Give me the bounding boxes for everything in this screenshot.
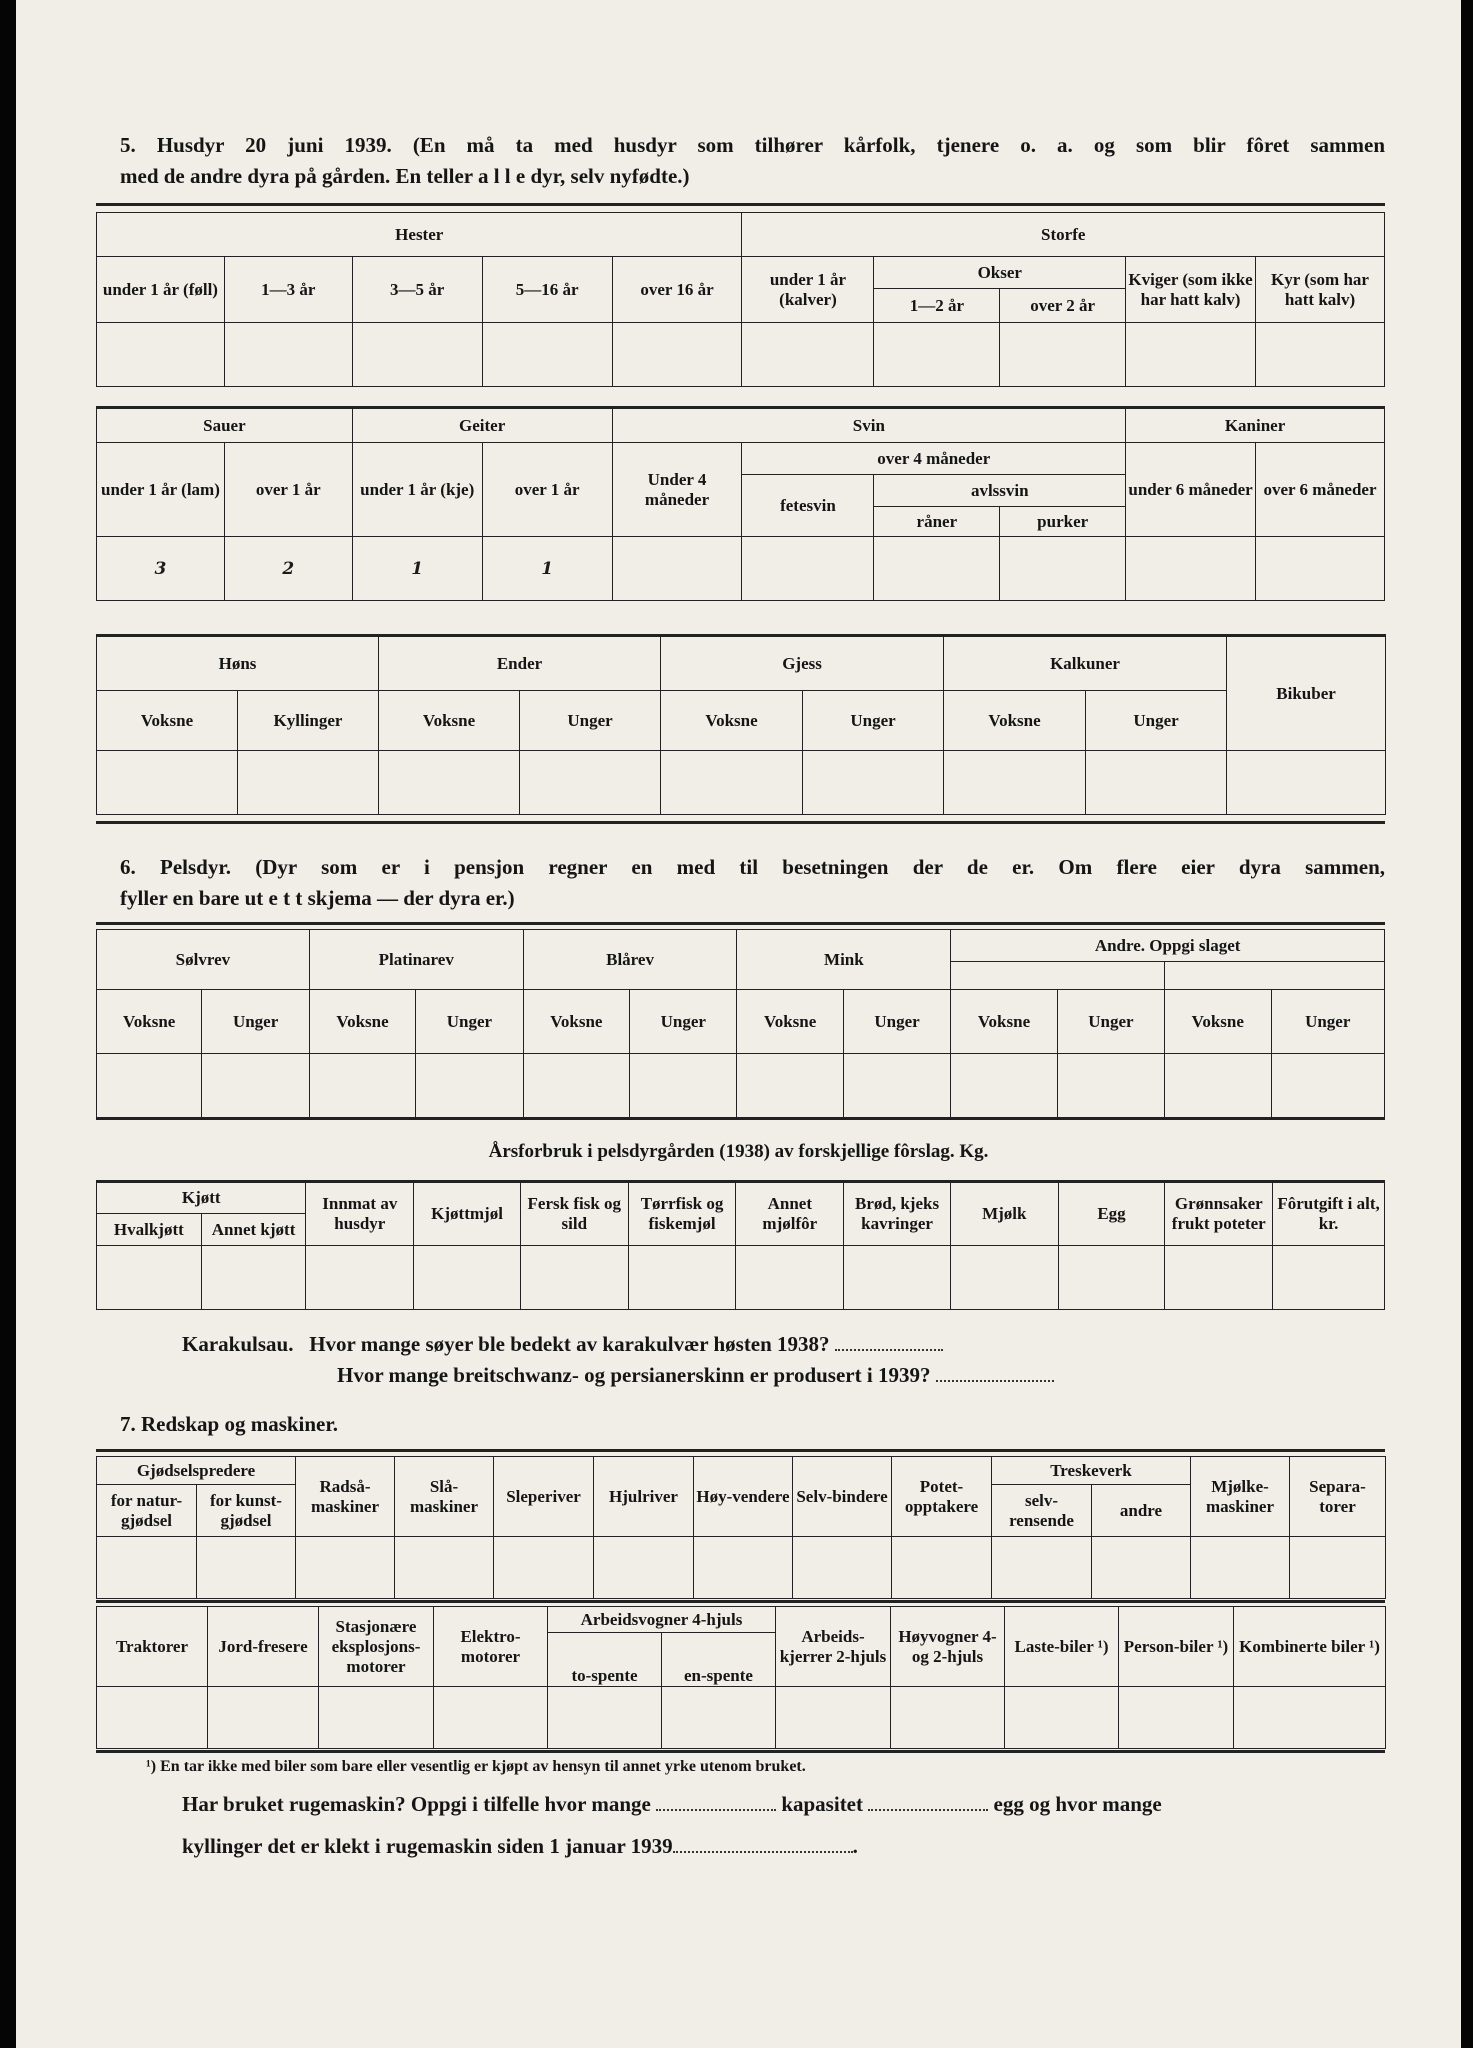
col-sau-over-1-aar: over 1 år: [224, 443, 352, 537]
col-voksne: Voksne: [1165, 990, 1271, 1054]
answer-blank[interactable]: [673, 1833, 853, 1853]
col-stasjonaere-motorer: Stasjonære eksplosjons-motorer: [319, 1607, 434, 1687]
entry-cell[interactable]: [1126, 323, 1256, 387]
karakulsau-question-2: Hvor mange breitschwanz- og persianerskinn er produsert i 1939?: [337, 1363, 931, 1387]
entry-cell[interactable]: [950, 1246, 1058, 1310]
entry-cell[interactable]: [874, 537, 1000, 601]
hester-header: Hester: [97, 213, 742, 257]
entry-cell[interactable]: [694, 1537, 793, 1599]
entry-cell[interactable]: [1273, 1246, 1385, 1310]
col-mjolkemaskiner: Mjølke-maskiner: [1191, 1457, 1290, 1537]
entry-cell[interactable]: [1165, 1246, 1273, 1310]
entry-cell[interactable]: [296, 1537, 395, 1599]
col-unger: Unger: [843, 990, 950, 1054]
col-radsamaskiner: Radså-maskiner: [296, 1457, 395, 1537]
traktor-table: [96, 1606, 1386, 1749]
entry-cell[interactable]: [944, 751, 1086, 815]
col-kalkuner-unger: Unger: [1086, 691, 1227, 751]
answer-blank[interactable]: [835, 1331, 943, 1351]
entry-cell[interactable]: [208, 1687, 319, 1749]
entry-cell[interactable]: [520, 751, 661, 815]
col-sleperiver: Sleperiver: [494, 1457, 594, 1537]
answer-blank[interactable]: [936, 1362, 1054, 1382]
col-voksne: Voksne: [97, 990, 202, 1054]
sauer-geiter-svin-table: [96, 406, 1385, 601]
entry-cell[interactable]: [224, 323, 352, 387]
entry-cell[interactable]: [395, 1537, 494, 1599]
entry-cell[interactable]: [1092, 1537, 1191, 1599]
col-kjottmjol: Kjøttmjøl: [414, 1182, 521, 1246]
col-ender-unger: Unger: [520, 691, 661, 751]
solvrev-header: Sølvrev: [97, 930, 310, 990]
andre-slag-1[interactable]: [951, 962, 1165, 990]
entry-cell[interactable]: [1000, 537, 1126, 601]
pelsdyr-table: [96, 929, 1385, 1118]
entry-cell[interactable]: [661, 751, 803, 815]
col-annet-kjott: Annet kjøtt: [201, 1214, 306, 1246]
handwritten-entry[interactable]: 1: [352, 537, 482, 601]
col-for-naturgjodsel: for natur-gjødsel: [97, 1485, 197, 1537]
treskeverk-header: Treskeverk: [992, 1457, 1191, 1485]
col-hoyvogner: Høyvogner 4- og 2-hjuls: [891, 1607, 1005, 1687]
footnote: ¹) En tar ikke med biler som bare eller vesentlig er kjøpt av hensyn til annet yrke utenom bruket.: [146, 1758, 806, 1775]
col-unger: Unger: [1057, 990, 1164, 1054]
col-under-1-aar-kalver: under 1 år (kalver): [742, 257, 874, 323]
entry-cell[interactable]: [97, 1537, 197, 1599]
col-personbiler: Person-biler ¹): [1119, 1607, 1234, 1687]
col-enspente: en-spente: [662, 1633, 776, 1687]
entry-cell[interactable]: [482, 323, 612, 387]
col-gronnsaker: Grønnsaker frukt poteter: [1165, 1182, 1273, 1246]
egg-label: egg og hvor mange: [993, 1792, 1162, 1816]
karakulsau-q1: [182, 1330, 943, 1358]
entry-cell[interactable]: [97, 1246, 202, 1310]
answer-blank[interactable]: [868, 1791, 988, 1811]
col-kalkuner-voksne: Voksne: [944, 691, 1086, 751]
col-3-5-aar: 3—5 år: [352, 257, 482, 323]
entry-cell[interactable]: [737, 1054, 843, 1118]
handwritten-entry[interactable]: 3: [97, 537, 225, 601]
entry-cell[interactable]: [776, 1687, 891, 1749]
entry-cell[interactable]: [1271, 1054, 1385, 1118]
entry-cell[interactable]: [309, 1054, 415, 1118]
entry-cell[interactable]: [97, 1687, 208, 1749]
col-tospente: to-spente: [548, 1633, 662, 1687]
entry-cell[interactable]: [548, 1687, 662, 1749]
entry-cell[interactable]: [951, 1054, 1057, 1118]
rugemaskin-line2: kyllinger det er klekt i rugemaskin siden 1 januar 1939 .: [182, 1834, 858, 1858]
entry-cell[interactable]: [1058, 1246, 1165, 1310]
entry-cell[interactable]: [612, 537, 742, 601]
col-kanin-under-6: under 6 måneder: [1126, 443, 1256, 537]
entry-cell[interactable]: [202, 1054, 309, 1118]
col-kyr: Kyr (som har hatt kalv): [1256, 257, 1385, 323]
form-page: [16, 0, 1461, 2048]
handwritten-entry[interactable]: 1: [482, 537, 612, 601]
blarev-header: Blårev: [523, 930, 737, 990]
col-unger: Unger: [202, 990, 309, 1054]
col-hjulriver: Hjulriver: [594, 1457, 694, 1537]
feed-table-title: Årsforbruk i pelsdyrgården (1938) av forskjellige fôrslag. Kg.: [488, 1141, 989, 1162]
entry-cell[interactable]: [736, 1246, 844, 1310]
col-voksne: Voksne: [737, 990, 843, 1054]
entry-cell[interactable]: [379, 751, 520, 815]
col-andre: andre: [1092, 1485, 1191, 1537]
kapasitet-label: kapasitet: [781, 1792, 864, 1816]
avlssvin-header: avlssvin: [874, 475, 1126, 507]
section-5-line1: 5. Husdyr 20 juni 1939. (En må ta med husdyr som tilhører kårfolk, tjenere o. a. og som blir fôret sammen: [120, 133, 1385, 157]
rule: [96, 1750, 1385, 1753]
entry-cell[interactable]: [1290, 1537, 1386, 1599]
geiter-header: Geiter: [352, 408, 612, 443]
col-okser-over-2-aar: over 2 år: [1000, 289, 1126, 323]
col-kombinerte-biler: Kombinerte biler ¹): [1234, 1607, 1386, 1687]
entry-cell[interactable]: [494, 1537, 594, 1599]
entry-cell[interactable]: [434, 1687, 548, 1749]
col-hons-kyllinger: Kyllinger: [238, 691, 379, 751]
col-egg: Egg: [1058, 1182, 1165, 1246]
entry-cell[interactable]: [844, 1246, 951, 1310]
col-mjolk: Mjølk: [950, 1182, 1058, 1246]
entry-cell[interactable]: [1256, 323, 1385, 387]
col-ender-voksne: Voksne: [379, 691, 520, 751]
entry-cell[interactable]: [892, 1537, 992, 1599]
entry-cell[interactable]: [352, 323, 482, 387]
col-gjess-unger: Unger: [803, 691, 944, 751]
entry-cell[interactable]: [1165, 1054, 1271, 1118]
entry-cell[interactable]: [612, 323, 742, 387]
forbruk-table: [96, 1180, 1385, 1310]
entry-cell[interactable]: [1005, 1687, 1119, 1749]
platinarev-header: Platinarev: [309, 930, 523, 990]
rule: [96, 922, 1385, 925]
section-end-rule: [96, 821, 1385, 824]
col-slamaskiner: Slå-maskiner: [395, 1457, 494, 1537]
sauer-header: Sauer: [97, 408, 353, 443]
rule: [96, 1449, 1385, 1452]
rule: [96, 1600, 1385, 1603]
col-lastebiler: Laste-biler ¹): [1005, 1607, 1119, 1687]
karakulsau-q2: [337, 1361, 1054, 1389]
col-kviger: Kviger (som ikke har hatt kalv): [1126, 257, 1256, 323]
entry-cell[interactable]: [628, 1246, 736, 1310]
entry-cell[interactable]: [992, 1537, 1092, 1599]
gjodselspredere-header: Gjødselspredere: [97, 1457, 296, 1485]
col-sau-under-1-aar: under 1 år (lam): [97, 443, 225, 537]
entry-cell[interactable]: [874, 323, 1000, 387]
col-kanin-over-6: over 6 måneder: [1256, 443, 1385, 537]
entry-cell[interactable]: [1126, 537, 1256, 601]
section-6-line2: fyller en bare ut e t t skjema — der dyra er.): [120, 886, 515, 910]
entry-cell[interactable]: [523, 1054, 629, 1118]
section-6-heading: [120, 852, 1385, 914]
col-jordfresere: Jord-freserе: [208, 1607, 319, 1687]
col-for-kunstgjodsel: for kunst-gjødsel: [197, 1485, 296, 1537]
entry-cell[interactable]: [793, 1537, 892, 1599]
entry-cell[interactable]: [1119, 1687, 1234, 1749]
col-traktorer: Traktorer: [97, 1607, 208, 1687]
mink-header: Mink: [737, 930, 951, 990]
section-6-line1: 6. Pelsdyr. (Dyr som er i pensjon regner en med til besetningen der de er. Om flere eier dyra sammen,: [120, 855, 1385, 879]
storfe-header: Storfe: [742, 213, 1385, 257]
entry-cell[interactable]: [97, 323, 225, 387]
col-svin-under-4-maaneder: Under 4 måneder: [612, 443, 742, 537]
entry-cell[interactable]: [319, 1687, 434, 1749]
col-annet-mjolfor: Annet mjølfôr: [736, 1182, 844, 1246]
section-5-heading: [120, 130, 1385, 192]
col-arbeidskjerrer: Arbeids-kjerrer 2-hjuls: [776, 1607, 891, 1687]
col-torrfisk: Tørrfisk og fiskemjøl: [628, 1182, 736, 1246]
col-over-16-aar: over 16 år: [612, 257, 742, 323]
col-unger: Unger: [1271, 990, 1385, 1054]
rugemaskin-question: Har bruket rugemaskin? Oppgi i tilfelle hvor mange: [182, 1792, 651, 1816]
entry-cell[interactable]: [843, 1054, 950, 1118]
fjorfe-table: [96, 634, 1386, 815]
redskap-table: [96, 1456, 1386, 1599]
kjott-header: Kjøtt: [97, 1182, 306, 1214]
svin-over-4-maaneder: over 4 måneder: [742, 443, 1126, 475]
col-fetesvin: fetesvin: [742, 475, 874, 537]
ender-header: Ender: [379, 636, 661, 691]
entry-cell[interactable]: [594, 1537, 694, 1599]
gjess-header: Gjess: [661, 636, 944, 691]
col-selvbindere: Selv-bindere: [793, 1457, 892, 1537]
col-okser-1-2-aar: 1—2 år: [874, 289, 1000, 323]
col-geit-over-1-aar: over 1 år: [482, 443, 612, 537]
col-elektromotorer: Elektro-motorer: [434, 1607, 548, 1687]
col-geit-under-1-aar: under 1 år (kje): [352, 443, 482, 537]
col-hons-voksne: Voksne: [97, 691, 238, 751]
col-bikuber: Bikuber: [1227, 636, 1386, 751]
col-unger: Unger: [416, 990, 523, 1054]
entry-cell[interactable]: [414, 1246, 521, 1310]
col-purker: purker: [1000, 507, 1126, 537]
rule: [96, 1117, 1385, 1120]
entry-cell[interactable]: [197, 1537, 296, 1599]
col-voksne: Voksne: [523, 990, 629, 1054]
okser-header: Okser: [874, 257, 1126, 289]
entry-cell[interactable]: [1227, 751, 1386, 815]
col-1-3-aar: 1—3 år: [224, 257, 352, 323]
answer-blank[interactable]: [656, 1791, 776, 1811]
col-raner: råner: [874, 507, 1000, 537]
col-gjess-voksne: Voksne: [661, 691, 803, 751]
entry-cell[interactable]: [630, 1054, 737, 1118]
entry-cell[interactable]: [742, 537, 874, 601]
col-potetopptakere: Potet-opptakere: [892, 1457, 992, 1537]
col-innmat: Innmat av husdyr: [306, 1182, 414, 1246]
col-unger: Unger: [630, 990, 737, 1054]
rugemaskin-line1: [182, 1790, 1162, 1818]
col-voksne: Voksne: [309, 990, 415, 1054]
entry-cell[interactable]: [1000, 323, 1126, 387]
entry-cell[interactable]: [1234, 1687, 1386, 1749]
karakulsau-label: Karakulsau.: [182, 1332, 294, 1356]
entry-cell[interactable]: [520, 1246, 628, 1310]
kaniner-header: Kaniner: [1126, 408, 1385, 443]
entry-cell[interactable]: [1191, 1537, 1290, 1599]
col-under-1-aar-foll: under 1 år (føll): [97, 257, 225, 323]
col-separatorer: Separa-torer: [1290, 1457, 1386, 1537]
col-brod-kjeks: Brød, kjeks kavringer: [844, 1182, 951, 1246]
col-hvalkjott: Hvalkjøtt: [97, 1214, 202, 1246]
handwritten-entry[interactable]: 2: [224, 537, 352, 601]
entry-cell[interactable]: [97, 751, 238, 815]
karakulsau-question-1: Hvor mange søyer ble bedekt av karakulvær høsten 1938?: [309, 1332, 830, 1356]
klekt-question: kyllinger det er klekt i rugemaskin siden 1 januar 1939: [182, 1834, 673, 1858]
entry-cell[interactable]: [201, 1246, 306, 1310]
andre-slag-2[interactable]: [1165, 962, 1385, 990]
svin-header: Svin: [612, 408, 1126, 443]
kalkuner-header: Kalkuner: [944, 636, 1227, 691]
andre-header: Andre. Oppgi slaget: [951, 930, 1385, 962]
entry-cell[interactable]: [891, 1687, 1005, 1749]
entry-cell[interactable]: [306, 1246, 414, 1310]
arbeidsvogner-header: Arbeidsvogner 4-hjuls: [548, 1607, 776, 1633]
entry-cell[interactable]: [238, 751, 379, 815]
hons-header: Høns: [97, 636, 379, 691]
entry-cell[interactable]: [1086, 751, 1227, 815]
col-voksne: Voksne: [951, 990, 1057, 1054]
entry-cell[interactable]: [803, 751, 944, 815]
section-7-heading: 7. Redskap og maskiner.: [120, 1412, 339, 1436]
entry-cell[interactable]: [742, 323, 874, 387]
entry-cell[interactable]: [416, 1054, 523, 1118]
col-forutgift: Fôrutgift i alt, kr.: [1273, 1182, 1385, 1246]
col-fersk-fisk: Fersk fisk og sild: [520, 1182, 628, 1246]
entry-cell[interactable]: [97, 1054, 202, 1118]
entry-cell[interactable]: [1057, 1054, 1164, 1118]
entry-cell[interactable]: [662, 1687, 776, 1749]
col-hoyvendere: Høy-vendere: [694, 1457, 793, 1537]
col-5-16-aar: 5—16 år: [482, 257, 612, 323]
entry-cell[interactable]: [1256, 537, 1385, 601]
top-rule: [96, 203, 1385, 206]
section-5-line2: med de andre dyra på gården. En teller a l l e dyr, selv nyfødte.): [120, 164, 690, 188]
col-selvrensende: selv-rensende: [992, 1485, 1092, 1537]
hester-storfe-table: [96, 212, 1385, 387]
